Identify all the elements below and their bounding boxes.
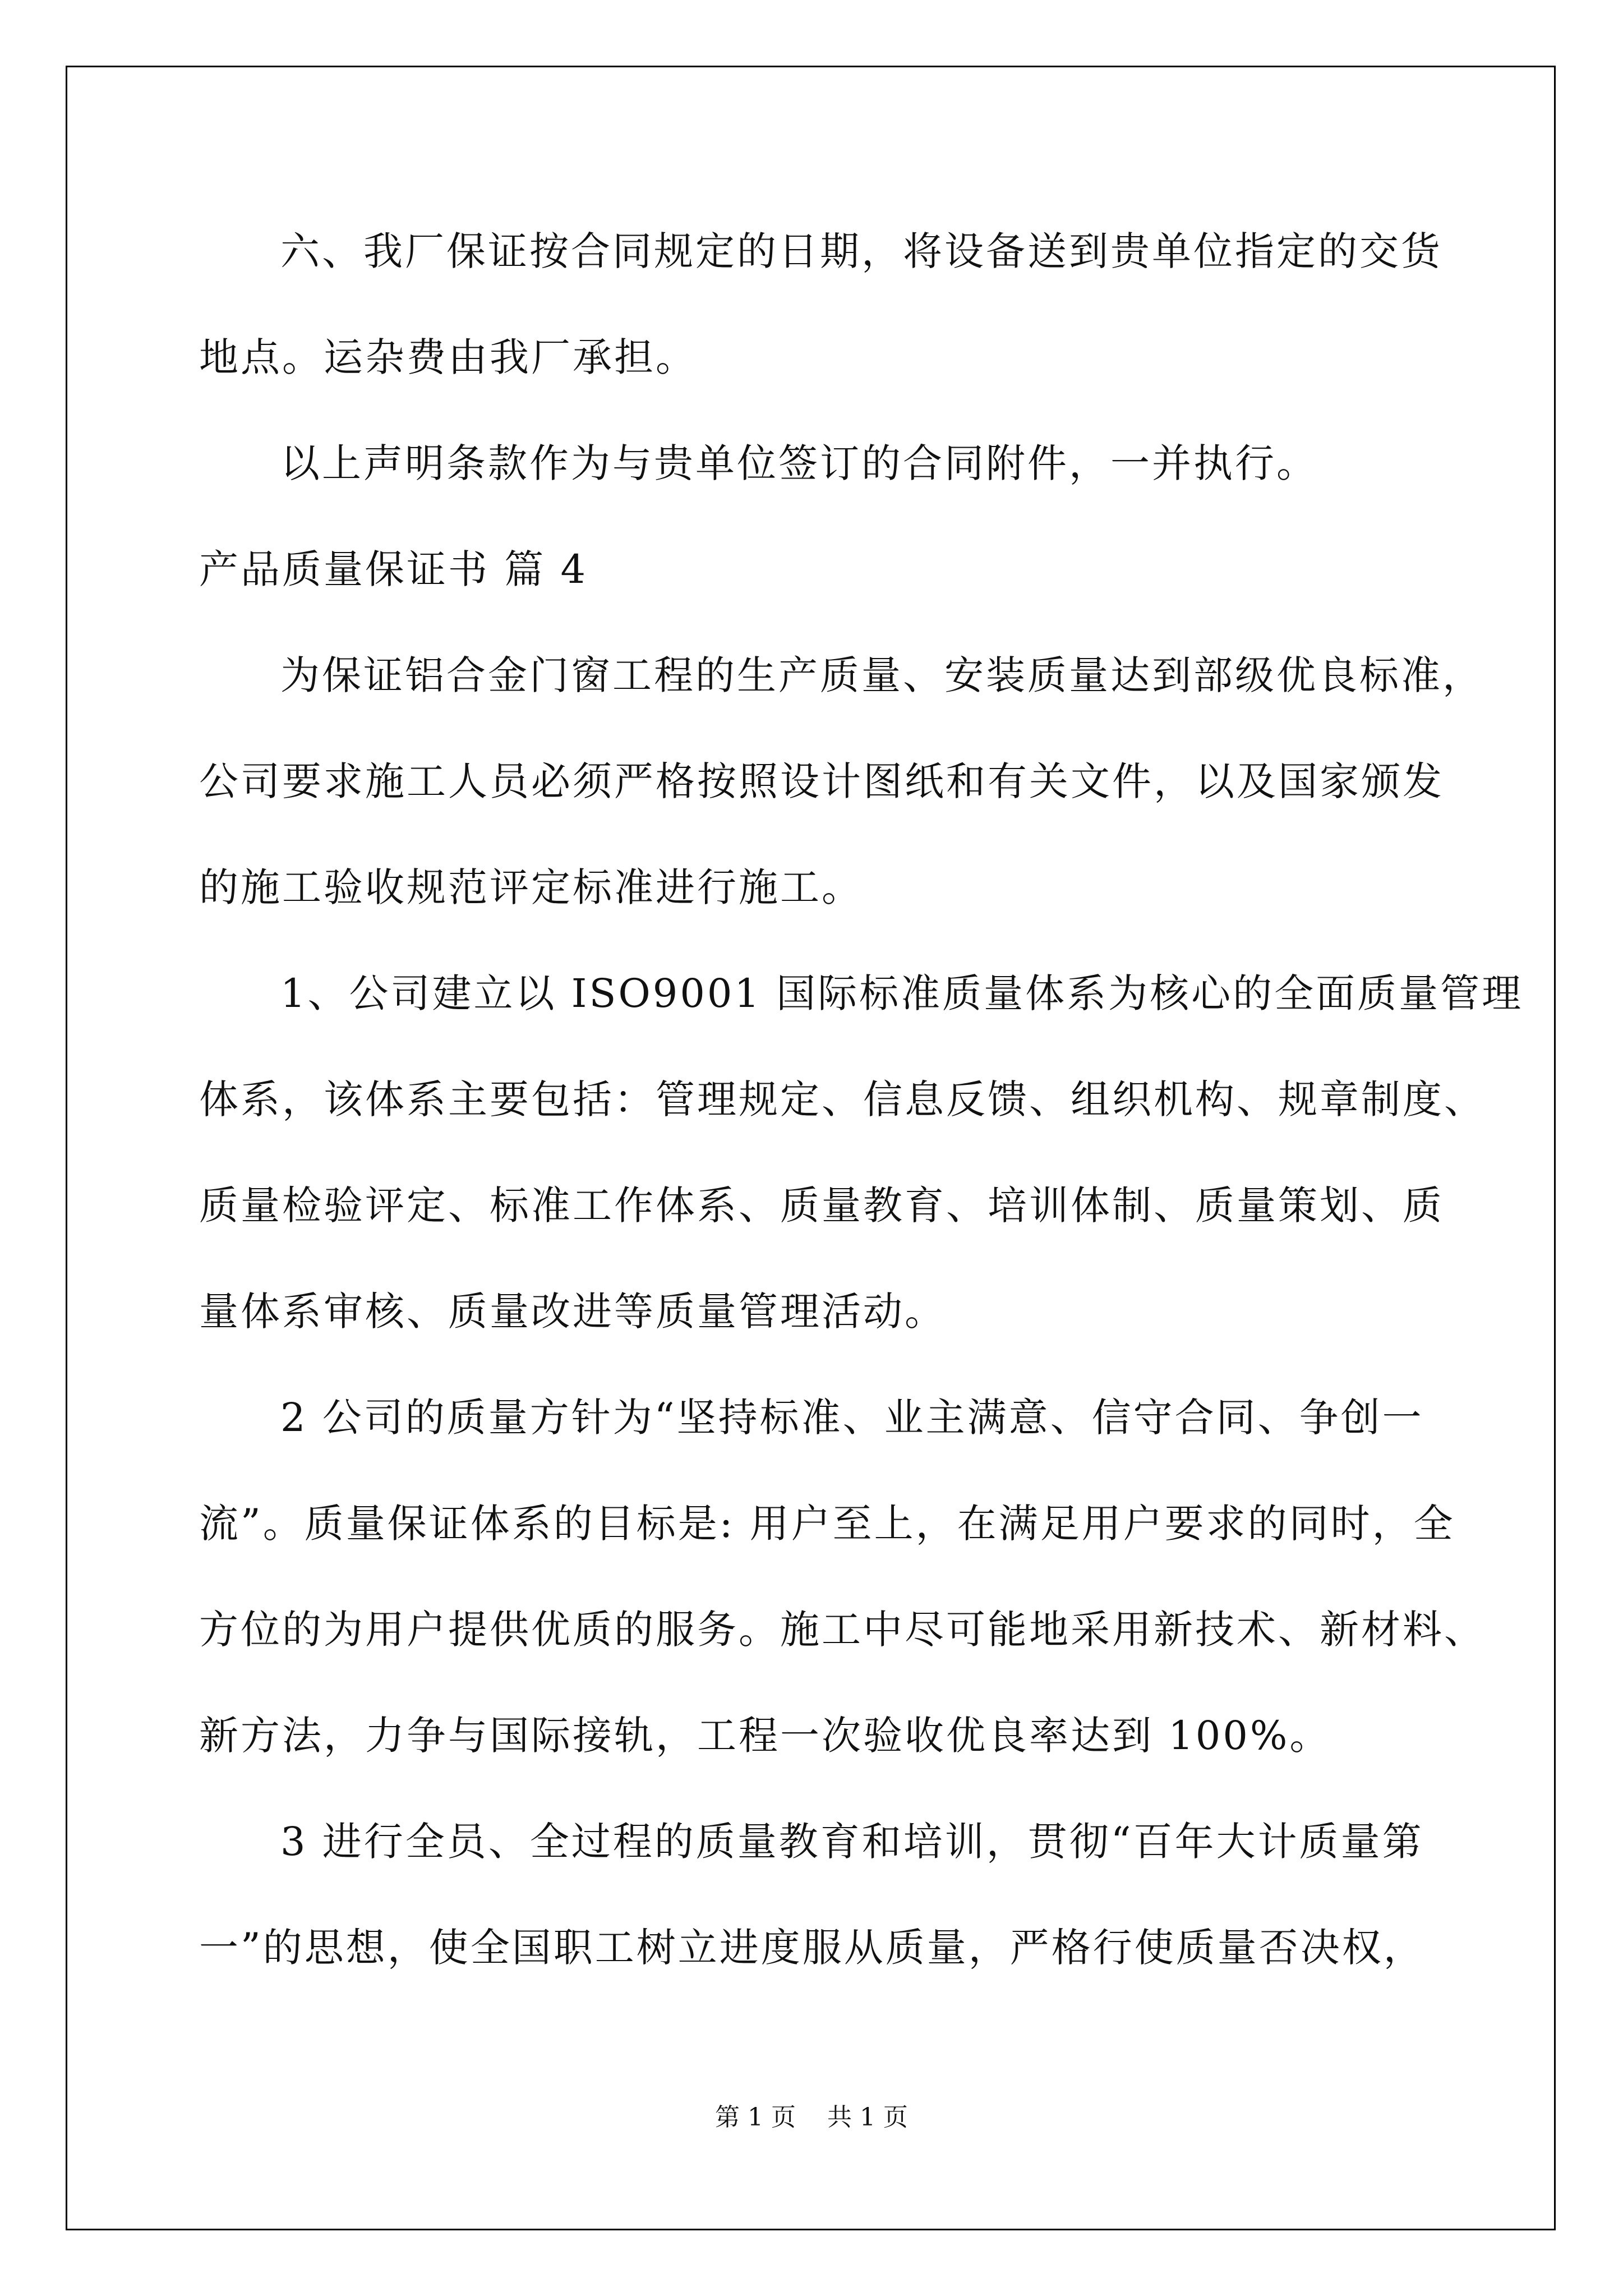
item-3-line-1: 3 进行全员、全过程的质量教育和培训，贯彻“百年大计质量第 [280, 1819, 1424, 1865]
page-number: 第 1 页 共 1 页 [715, 2103, 908, 2132]
intro-line-3: 的施工验收规范评定标准进行施工。 [199, 864, 863, 910]
item-3-line-2: 一”的思想，使全国职工树立进度服从质量，严格行使质量否决权， [199, 1925, 1425, 1971]
intro-line-2: 公司要求施工人员必须严格按照设计图纸和有关文件，以及国家颁发 [199, 758, 1444, 804]
item-2-line-4: 新方法，力争与国际接轨，工程一次验收优良率达到 100%。 [199, 1713, 1331, 1759]
item-2-line-3: 方位的为用户提供优质的服务。施工中尽可能地采用新技术、新材料、 [199, 1607, 1486, 1653]
paragraph-6-line-1: 六、我厂保证按合同规定的日期，将设备送到贵单位指定的交货 [280, 228, 1442, 274]
item-1-line-1: 1、公司建立以 ISO9001 国际标准质量体系为核心的全面质量管理 [280, 970, 1524, 1016]
section-heading: 产品质量保证书 篇 4 [199, 546, 588, 592]
item-1-line-2: 体系，该体系主要包括：管理规定、信息反馈、组织机构、规章制度、 [199, 1076, 1486, 1122]
item-1-line-3: 质量检验评定、标准工作体系、质量教育、培训体制、质量策划、质 [199, 1182, 1444, 1228]
intro-line-1: 为保证铝合金门窗工程的生产质量、安装质量达到部级优良标准， [280, 652, 1484, 698]
item-2-line-2: 流”。质量保证体系的目标是: 用户至上，在满足用户要求的同时，全 [199, 1501, 1455, 1547]
paragraph-6-line-2: 地点。运杂费由我厂承担。 [199, 334, 697, 380]
item-1-line-4: 量体系审核、质量改进等质量管理活动。 [199, 1289, 946, 1335]
closing-statement: 以上声明条款作为与贵单位签订的合同附件，一并执行。 [280, 440, 1318, 486]
item-2-line-1: 2 公司的质量方针为“坚持标准、业主满意、信守合同、争创一 [280, 1395, 1424, 1441]
